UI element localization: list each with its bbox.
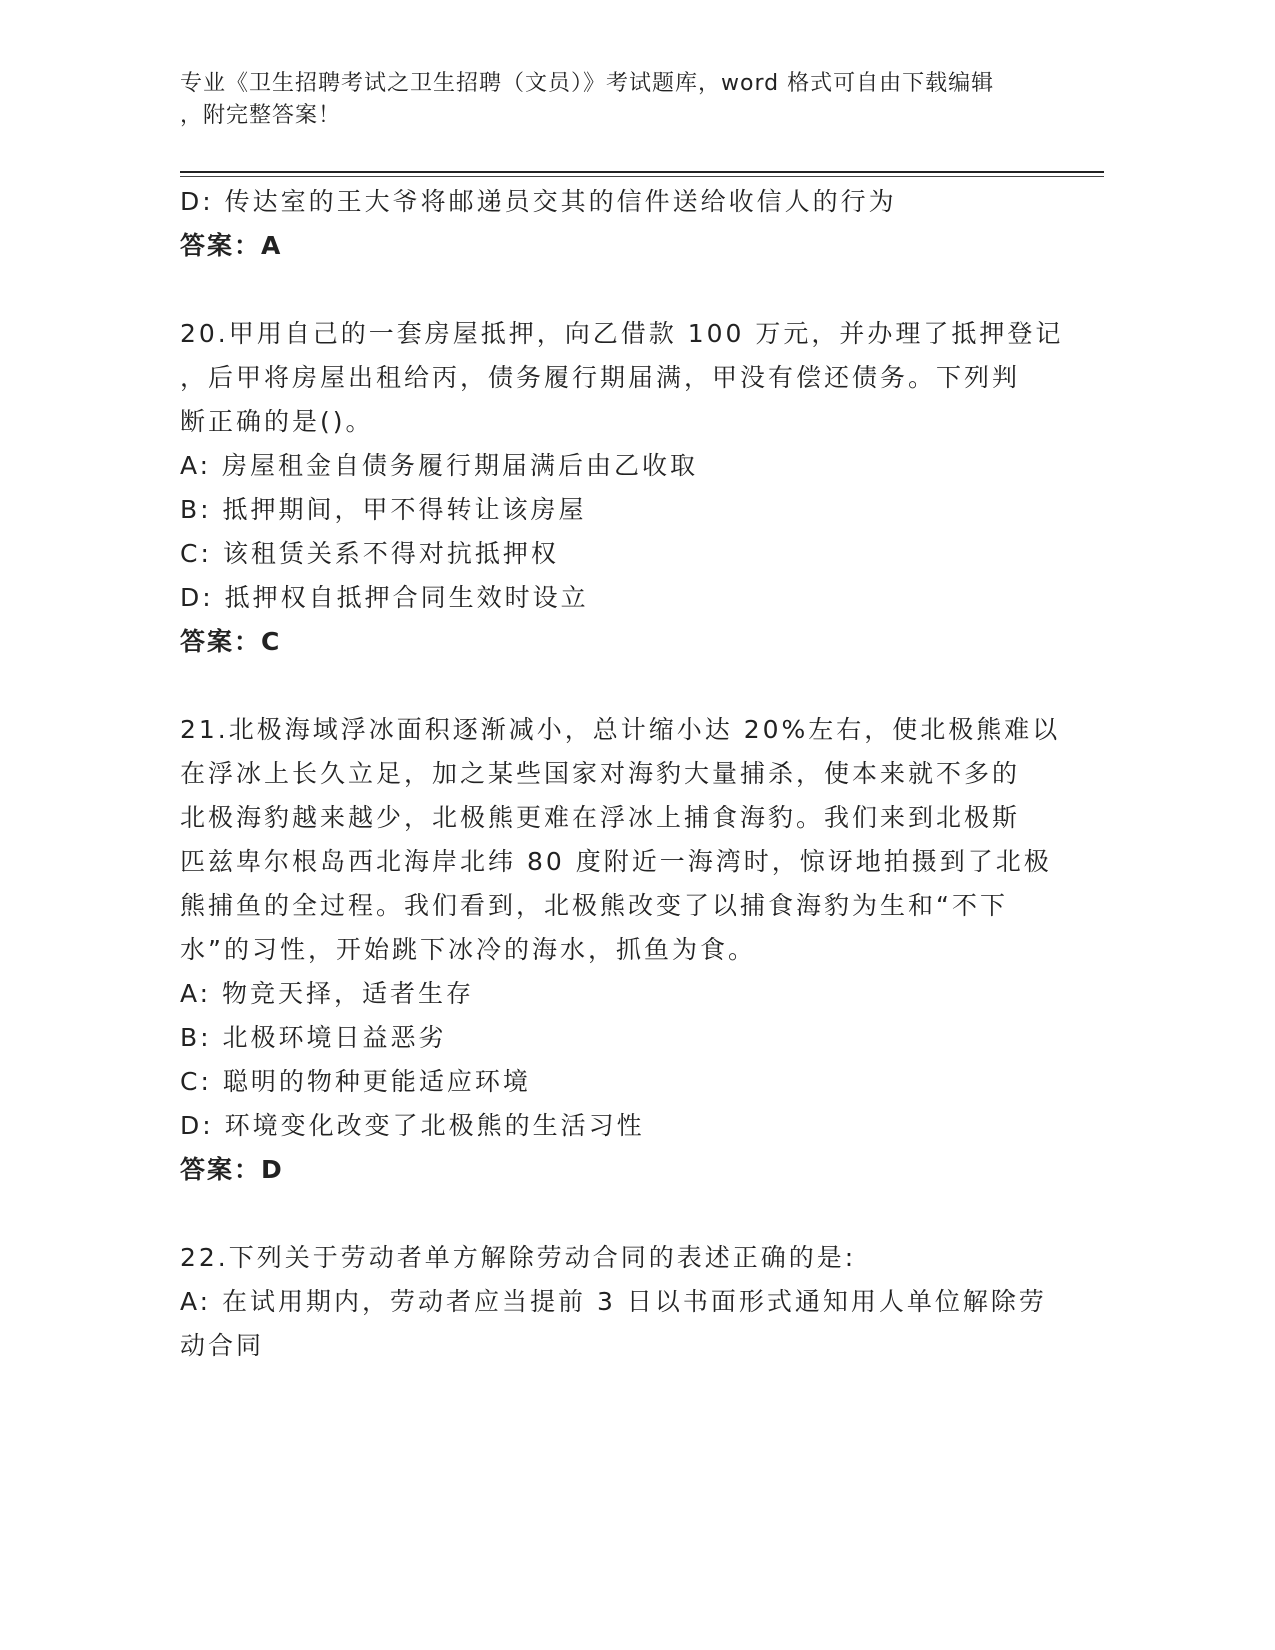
question-text-line: 在浮冰上长久立足，加之某些国家对海豹大量捕杀，使本来就不多的 [180,759,1021,788]
option-a: A: 物竞天择，适者生存 [180,979,475,1008]
question-text-line: 北极海豹越来越少，北极熊更难在浮冰上捕食海豹。我们来到北极斯 [180,803,1021,832]
answer-label: 答案：C [180,627,282,656]
question-text-line: 21.北极海域浮冰面积逐渐减小，总计缩小达 20%左右，使北极熊难以 [180,715,1061,744]
question-text-line: 20.甲用自己的一套房屋抵押，向乙借款 100 万元，并办理了抵押登记 [180,319,1064,348]
question-19-tail [180,180,1040,268]
spacer [180,1192,1040,1236]
answer-label: 答案：D [180,1155,284,1184]
question-text-line: 22.下列关于劳动者单方解除劳动合同的表述正确的是: [180,1243,857,1272]
option-c: C: 该租赁关系不得对抗抵押权 [180,539,559,568]
question-21 [180,708,1061,1192]
answer-label: 答案：A [180,231,283,260]
header-divider-thick [180,171,1104,173]
question-content [180,180,1064,1368]
document-header [180,68,1040,132]
header-line-1: 专业《卫生招聘考试之卫生招聘（文员）》考试题库，word 格式可自由下载编辑 [180,71,995,96]
question-text-line: 熊捕鱼的全过程。我们看到，北极熊改变了以捕食海豹为生和“不下 [180,891,1008,920]
option-b: B: 抵押期间，甲不得转让该房屋 [180,495,587,524]
option-a: A: 房屋租金自债务履行期届满后由乙收取 [180,451,699,480]
option-a-continued: 动合同 [180,1331,265,1360]
question-text-line: ，后甲将房屋出租给丙，债务履行期届满，甲没有偿还债务。下列判 [180,363,1021,392]
option-a: A: 在试用期内，劳动者应当提前 3 日以书面形式通知用人单位解除劳 [180,1287,1047,1316]
option-d: D: 抵押权自抵押合同生效时设立 [180,583,589,612]
option-c: C: 聪明的物种更能适应环境 [180,1067,531,1096]
option-b: B: 北极环境日益恶劣 [180,1023,447,1052]
question-22 [180,1236,1047,1368]
header-line-2: ，附完整答案！ [180,103,342,128]
question-text-line: 断正确的是()。 [180,407,374,436]
option-d: D: 传达室的王大爷将邮递员交其的信件送给收信人的行为 [180,187,897,216]
question-text-line: 匹兹卑尔根岛西北海岸北纬 80 度附近一海湾时，惊讶地拍摄到了北极 [180,847,1052,876]
spacer [180,268,1040,312]
question-20 [180,312,1064,664]
option-d: D: 环境变化改变了北极熊的生活习性 [180,1111,645,1140]
header-divider-thin [180,176,1104,177]
spacer [180,664,1040,708]
question-text-line: 水”的习性，开始跳下冰冷的海水，抓鱼为食。 [180,935,756,964]
